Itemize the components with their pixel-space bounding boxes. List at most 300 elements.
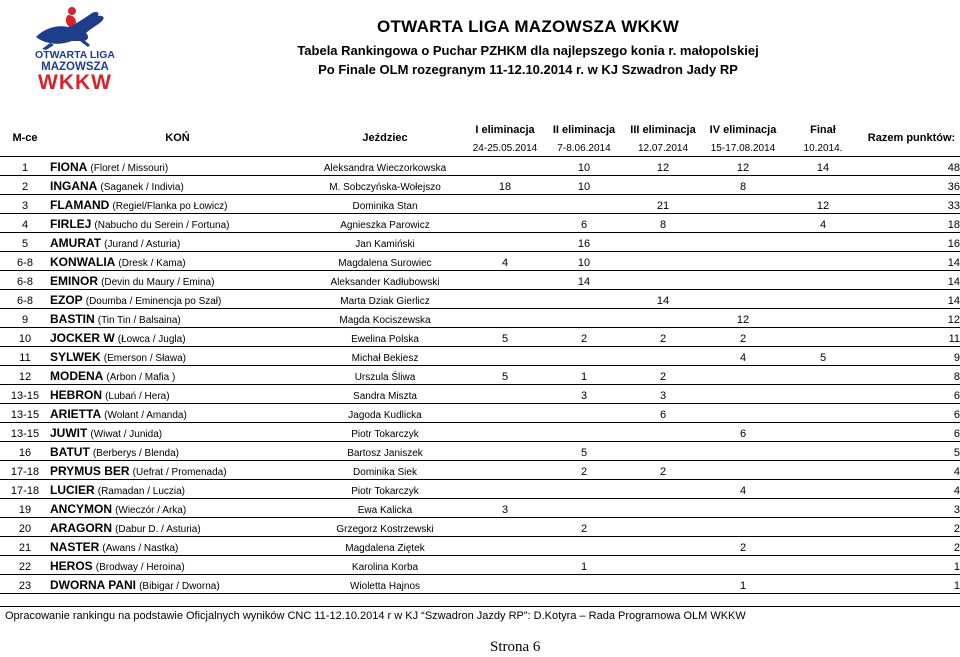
row-elim-3 [623,252,703,271]
row-total: 18 [863,214,960,233]
row-elim-2: 16 [545,233,623,252]
row-horse [50,328,305,347]
row-rider: Michał Bekiesz [305,347,465,366]
table-row [0,423,960,442]
row-position: 6-8 [0,271,50,290]
table-row [0,461,960,480]
row-total: 48 [863,157,960,176]
row-elim-3 [623,537,703,556]
row-total: 6 [863,404,960,423]
row-elim-4 [703,252,783,271]
row-elim-1: 5 [465,366,545,385]
row-rider: Dominika Stan [305,195,465,214]
row-final [783,537,863,556]
row-elim-2: 10 [545,157,623,176]
table-row [0,556,960,575]
horse-name: LUCIER [50,483,95,497]
row-elim-1 [465,404,545,423]
row-total: 4 [863,461,960,480]
row-horse [50,233,305,252]
row-total: 2 [863,537,960,556]
row-horse [50,442,305,461]
row-final [783,556,863,575]
row-position: 5 [0,233,50,252]
row-position: 6-8 [0,252,50,271]
page-subtitle-2: Po Finale OLM rozegranym 11-12.10.2014 r. w KJ Szwadron Jady RP [318,62,738,77]
row-final [783,518,863,537]
logo-line2: MAZOWSZA [41,61,109,73]
row-rider: Jagoda Kudlicka [305,404,465,423]
table-row [0,195,960,214]
row-elim-3: 2 [623,328,703,347]
horse-name: SYLWEK [50,350,101,364]
row-horse [50,556,305,575]
horse-name: ANCYMON [50,502,112,516]
row-final [783,252,863,271]
row-final: 12 [783,195,863,214]
row-position: 9 [0,309,50,328]
row-position: 21 [0,537,50,556]
col-elim-4: IV eliminacja [709,124,777,136]
row-elim-2 [545,195,623,214]
table-row [0,404,960,423]
row-elim-2 [545,537,623,556]
row-total: 14 [863,290,960,309]
horse-name: PRYMUS BER [50,464,130,478]
row-elim-2 [545,309,623,328]
row-total: 16 [863,233,960,252]
row-final [783,309,863,328]
table-row [0,176,960,195]
horse-pedigree: (Saganek / Indivia) [100,182,184,193]
row-elim-3 [623,347,703,366]
table-row [0,157,960,176]
row-rider: Bartosz Janiszek [305,442,465,461]
row-position: 10 [0,328,50,347]
row-rider: Ewelina Polska [305,328,465,347]
row-rider: Magdalena Surowiec [305,252,465,271]
horse-name: HEBRON [50,388,103,402]
horse-pedigree: (Tin Tin / Balsaina) [97,315,181,326]
horse-pedigree: (Uefrat / Promenada) [132,467,227,478]
row-elim-2 [545,404,623,423]
row-elim-4 [703,461,783,480]
row-position: 11 [0,347,50,366]
row-final: 4 [783,214,863,233]
row-elim-3: 8 [623,214,703,233]
row-elim-1 [465,157,545,176]
table-row [0,499,960,518]
row-final [783,290,863,309]
row-total: 9 [863,347,960,366]
row-total: 5 [863,442,960,461]
row-elim-3: 14 [623,290,703,309]
row-total: 14 [863,252,960,271]
row-elim-3: 2 [623,366,703,385]
col-position: M-ce [0,120,50,157]
row-rider: Magda Kociszewska [305,309,465,328]
row-final [783,423,863,442]
horse-pedigree: (Doumba / Eminencja po Szał) [85,296,222,307]
row-horse [50,271,305,290]
table-row [0,575,960,594]
row-elim-4 [703,404,783,423]
table-row [0,442,960,461]
date-elim-2: 7-8.06.2014 [545,140,623,157]
row-elim-4 [703,195,783,214]
row-elim-1: 18 [465,176,545,195]
row-elim-4: 4 [703,480,783,499]
footer-divider [0,606,960,607]
row-horse [50,252,305,271]
row-elim-3: 2 [623,461,703,480]
row-rider: Urszula Śliwa [305,366,465,385]
logo-line1: OTWARTA LIGA [35,49,115,61]
row-rider: Piotr Tokarczyk [305,480,465,499]
page-title: OTWARTA LIGA MAZOWSZA WKKW [376,17,680,36]
row-elim-2: 3 [545,385,623,404]
row-elim-3: 6 [623,404,703,423]
row-rider: Aleksander Kadłubowski [305,271,465,290]
row-elim-1 [465,537,545,556]
row-elim-4 [703,556,783,575]
row-elim-2: 1 [545,556,623,575]
table-row [0,385,960,404]
row-elim-4: 2 [703,328,783,347]
horse-pedigree: (Nabucho du Serein / Fortuna) [94,220,230,231]
row-elim-2: 14 [545,271,623,290]
row-elim-4 [703,499,783,518]
row-position: 1 [0,157,50,176]
horse-name: ARIETTA [50,407,102,421]
horse-name: BASTIN [50,312,95,326]
row-final [783,328,863,347]
row-elim-4: 2 [703,537,783,556]
row-elim-3 [623,309,703,328]
row-elim-1 [465,385,545,404]
col-elim-2: II eliminacja [552,124,616,136]
row-horse [50,575,305,594]
row-elim-1 [465,271,545,290]
row-elim-3 [623,176,703,195]
horse-pedigree: (Ramadan / Luczia) [97,486,185,497]
document-header [248,0,808,77]
row-rider: Sandra Miszta [305,385,465,404]
logo-line3: WKKW [38,71,112,91]
row-position: 22 [0,556,50,575]
row-elim-4: 6 [703,423,783,442]
row-elim-3 [623,556,703,575]
row-total: 1 [863,556,960,575]
row-final [783,385,863,404]
row-elim-4 [703,366,783,385]
row-elim-2 [545,480,623,499]
horse-pedigree: (Dabur D. / Asturia) [115,524,201,535]
row-elim-1: 4 [465,252,545,271]
row-elim-4: 12 [703,309,783,328]
row-elim-3 [623,480,703,499]
table-row [0,252,960,271]
horse-name: FLAMAND [50,198,110,212]
horse-name: AMURAT [50,236,102,250]
row-elim-2: 5 [545,442,623,461]
row-position: 19 [0,499,50,518]
row-elim-1 [465,442,545,461]
horse-pedigree: (Devin du Maury / Emina) [101,277,215,288]
col-horse: KOŃ [50,120,305,157]
row-horse [50,499,305,518]
horse-pedigree: (Jurand / Asturia) [104,239,181,250]
row-elim-2: 10 [545,176,623,195]
row-elim-4 [703,518,783,537]
row-horse [50,347,305,366]
row-horse [50,176,305,195]
horse-pedigree: (Bibigar / Dworna) [139,581,220,592]
row-total: 2 [863,518,960,537]
date-elim-1: 24-25.05.2014 [465,140,545,157]
row-final [783,366,863,385]
row-total: 1 [863,575,960,594]
row-elim-1 [465,309,545,328]
row-rider: Agnieszka Parowicz [305,214,465,233]
horse-pedigree: (Emerson / Sława) [103,353,186,364]
row-horse [50,309,305,328]
row-horse [50,214,305,233]
horse-name: JOCKER W [50,331,115,345]
row-elim-3 [623,271,703,290]
row-rider: Ewa Kalicka [305,499,465,518]
row-elim-2: 1 [545,366,623,385]
row-horse [50,537,305,556]
row-final [783,271,863,290]
row-horse [50,385,305,404]
row-elim-4 [703,233,783,252]
row-elim-4 [703,442,783,461]
table-header [0,120,960,157]
table-row [0,366,960,385]
table-row [0,309,960,328]
horse-name: HEROS [50,559,93,573]
row-horse [50,290,305,309]
row-total: 6 [863,385,960,404]
horse-pedigree: (Wolant / Amanda) [104,410,187,421]
horse-pedigree: (Awans / Nastka) [102,543,179,554]
horse-name: EMINOR [50,274,98,288]
table-row [0,518,960,537]
horse-name: JUWIT [50,426,88,440]
row-total: 4 [863,480,960,499]
row-rider: Piotr Tokarczyk [305,423,465,442]
row-rider: Aleksandra Wieczorkowska [305,157,465,176]
row-position: 2 [0,176,50,195]
horse-name: KONWALIA [50,255,116,269]
row-total: 36 [863,176,960,195]
row-elim-1 [465,233,545,252]
horse-name: FIRLEJ [50,217,92,231]
horse-jumper-logo-icon [28,3,123,91]
row-rider: Jan Kamiński [305,233,465,252]
row-elim-4: 4 [703,347,783,366]
row-total: 12 [863,309,960,328]
row-elim-3 [623,575,703,594]
row-elim-3 [623,423,703,442]
row-total: 14 [863,271,960,290]
row-elim-1: 3 [465,499,545,518]
row-horse [50,366,305,385]
row-horse [50,404,305,423]
row-elim-4: 1 [703,575,783,594]
horse-pedigree: (Regiel/Flanka po Łowicz) [112,201,228,212]
row-elim-4 [703,290,783,309]
row-final [783,575,863,594]
horse-name: DWORNA PANI [50,578,136,592]
horse-pedigree: (Berberys / Blenda) [92,448,179,459]
row-elim-1 [465,575,545,594]
page-subtitle: Tabela Rankingowa o Puchar PZHKM dla najlepszego konia r. małopolskiej [297,43,759,58]
row-position: 3 [0,195,50,214]
table-row [0,347,960,366]
row-elim-1 [465,461,545,480]
col-total: Razem punktów: [863,120,960,157]
row-position: 13-15 [0,404,50,423]
row-total: 3 [863,499,960,518]
row-elim-3 [623,233,703,252]
row-elim-3: 21 [623,195,703,214]
table-row [0,537,960,556]
row-elim-2 [545,290,623,309]
row-position: 6-8 [0,290,50,309]
row-position: 4 [0,214,50,233]
row-elim-2: 2 [545,518,623,537]
row-elim-4 [703,214,783,233]
row-position: 13-15 [0,423,50,442]
horse-pedigree: (Floret / Missouri) [90,163,169,174]
table-row [0,290,960,309]
row-horse [50,423,305,442]
row-horse [50,518,305,537]
row-elim-2: 2 [545,328,623,347]
date-final: 10.2014. [783,140,863,157]
row-final [783,176,863,195]
horse-name: BATUT [50,445,90,459]
horse-name: NASTER [50,540,100,554]
row-elim-2: 6 [545,214,623,233]
col-elim-1: I eliminacja [475,124,535,136]
row-elim-1 [465,518,545,537]
footer-note: Opracowanie rankingu na podstawie Oficjalnych wyników CNC 11-12.10.2014 r w KJ “Szwadron Jazdy RP”: D.Kotyra – Rada Programowa OLM WKKW [5,610,746,622]
row-elim-1 [465,195,545,214]
table-row [0,233,960,252]
horse-name: ARAGORN [50,521,112,535]
row-elim-1 [465,347,545,366]
row-rider: Magdalena Ziętek [305,537,465,556]
row-rider: M. Sobczyńska-Wołejszo [305,176,465,195]
row-position: 13-15 [0,385,50,404]
row-elim-2: 10 [545,252,623,271]
row-horse [50,195,305,214]
row-final [783,442,863,461]
row-final [783,499,863,518]
row-rider: Marta Dziak Gierlicz [305,290,465,309]
row-horse [50,480,305,499]
row-elim-1 [465,480,545,499]
row-final [783,404,863,423]
horse-name: MODENA [50,369,104,383]
row-total: 6 [863,423,960,442]
row-elim-1 [465,214,545,233]
row-position: 16 [0,442,50,461]
horse-pedigree: (Lubań / Hera) [105,391,170,402]
date-elim-4: 15-17.08.2014 [703,140,783,157]
row-horse [50,157,305,176]
row-final [783,233,863,252]
row-elim-2: 2 [545,461,623,480]
row-elim-1: 5 [465,328,545,347]
horse-pedigree: (Brodway / Heroina) [95,562,185,573]
row-rider: Dominika Siek [305,461,465,480]
row-final [783,461,863,480]
horse-pedigree: (Wiwat / Junida) [90,429,163,440]
table-body [0,157,960,594]
row-total: 11 [863,328,960,347]
row-final: 14 [783,157,863,176]
row-final [783,480,863,499]
row-elim-2 [545,499,623,518]
row-elim-4 [703,385,783,404]
row-elim-3: 3 [623,385,703,404]
table-row [0,214,960,233]
row-elim-1 [465,290,545,309]
page-number: Strona 6 [490,639,541,655]
ranking-table [0,120,960,594]
row-final: 5 [783,347,863,366]
olm-logo [28,3,123,91]
row-elim-3 [623,499,703,518]
row-position: 23 [0,575,50,594]
horse-pedigree: (Łowca / Jugla) [117,334,186,345]
row-elim-3: 12 [623,157,703,176]
row-elim-1 [465,423,545,442]
row-elim-1 [465,556,545,575]
date-elim-3: 12.07.2014 [623,140,703,157]
row-elim-4 [703,271,783,290]
row-elim-2 [545,575,623,594]
row-elim-2 [545,347,623,366]
row-elim-2 [545,423,623,442]
row-elim-3 [623,442,703,461]
horse-pedigree: (Wieczór / Arka) [115,505,187,516]
horse-pedigree: (Dresk / Kama) [118,258,186,269]
table-row [0,328,960,347]
horse-name: FIONA [50,160,88,174]
horse-name: EZOP [50,293,83,307]
row-position: 17-18 [0,461,50,480]
horse-name: INGANA [50,179,98,193]
col-rider: Jeździec [305,120,465,157]
row-total: 8 [863,366,960,385]
row-rider: Grzegorz Kostrzewski [305,518,465,537]
row-total: 33 [863,195,960,214]
row-elim-4: 12 [703,157,783,176]
row-rider: Wioletta Hajnos [305,575,465,594]
col-final: Finał [810,124,836,136]
row-position: 20 [0,518,50,537]
col-elim-3: III eliminacja [630,124,696,136]
row-rider: Karolina Korba [305,556,465,575]
row-elim-4: 8 [703,176,783,195]
row-elim-3 [623,518,703,537]
table-row [0,480,960,499]
